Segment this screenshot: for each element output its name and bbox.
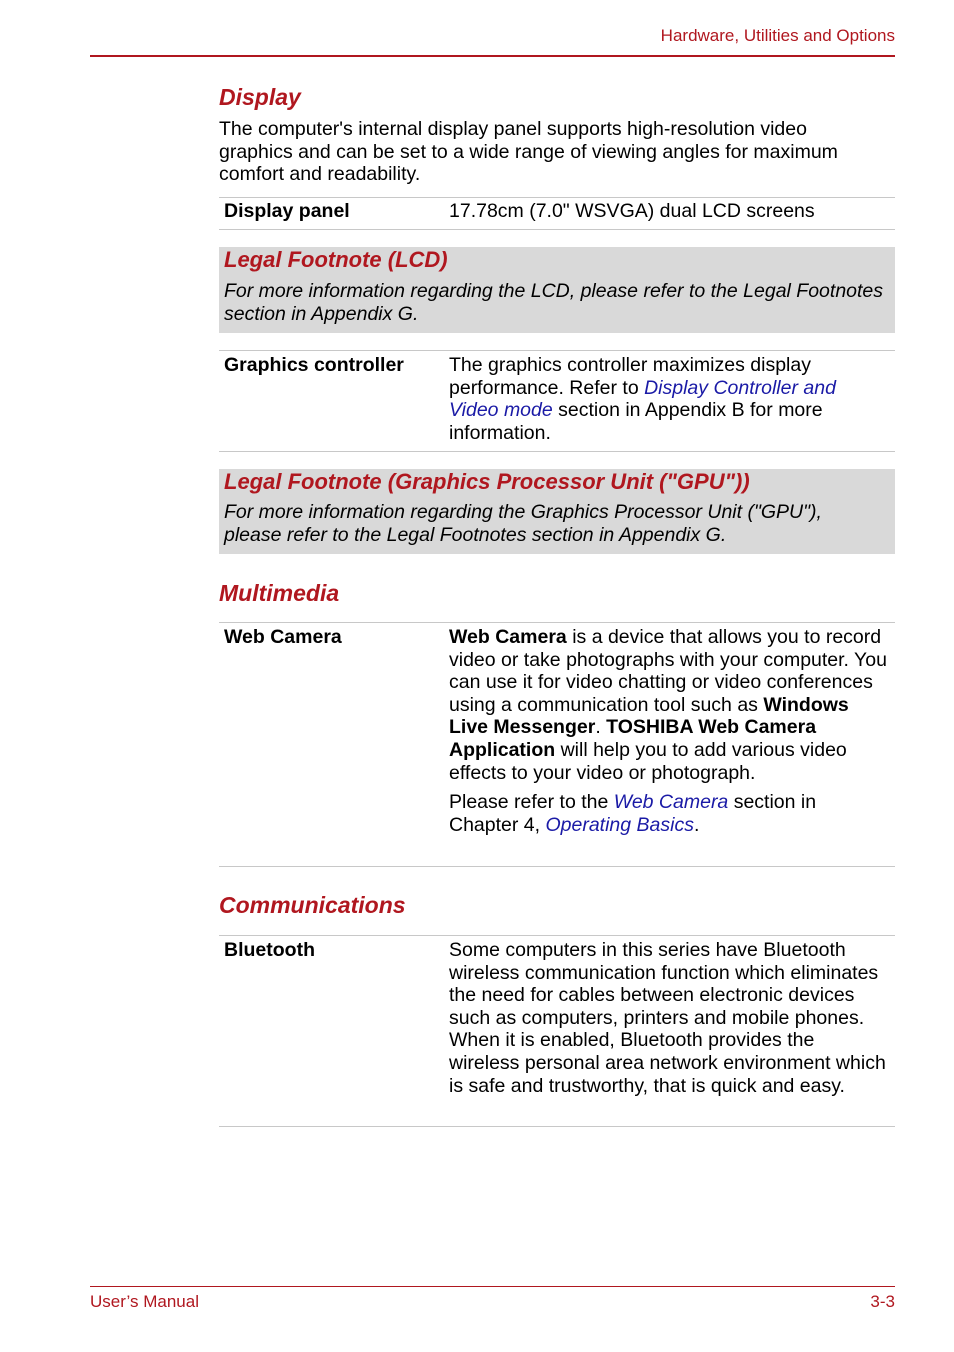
graphics-controller-row: [219, 350, 895, 452]
display-panel-label: Display panel: [224, 200, 350, 222]
lcd-footnote-body: For more information regarding the LCD, please refer to the Legal Footnotes section in Appendix G.: [224, 280, 884, 325]
page-number: 3-3: [870, 1292, 895, 1311]
page-footer: [90, 1286, 895, 1313]
header-section-title: Hardware, Utilities and Options: [660, 26, 895, 45]
cam-ref-text-2: section in Chapter 4,: [449, 791, 817, 836]
footer-manual-title: User’s Manual: [90, 1292, 199, 1311]
gc-text-2: section in Appendix B for more information.: [449, 399, 823, 444]
display-controller-link[interactable]: Display Controller and Video mode: [449, 376, 836, 422]
graphics-controller-description: [449, 354, 889, 444]
web-camera-label: Web Camera: [224, 626, 342, 648]
cam-text-2: .: [595, 716, 607, 739]
web-camera-reference: [449, 791, 889, 836]
operating-basics-link[interactable]: Operating Basics: [545, 813, 694, 836]
web-camera-link[interactable]: Web Camera: [613, 791, 729, 814]
cam-bold-2: Windows Live Messenger: [449, 693, 849, 739]
bluetooth-label: Bluetooth: [224, 939, 315, 961]
gpu-footnote-title: Legal Footnote (Graphics Processor Unit ("GPU")): [224, 469, 750, 494]
cam-text-3: will help you to add various video effects to your video or photograph.: [449, 738, 847, 784]
graphics-controller-label: Graphics controller: [224, 354, 404, 376]
cam-ref-text-1: Please refer to the: [449, 791, 614, 814]
communications-heading: Communications: [219, 892, 406, 918]
cam-ref-text-3: .: [693, 813, 700, 836]
display-heading: Display: [219, 84, 301, 110]
web-camera-row: [219, 622, 895, 867]
display-panel-row: [219, 197, 895, 230]
cam-bold-1: Web Camera: [449, 626, 567, 648]
cam-bold-3: TOSHIBA Web Camera Application: [449, 716, 817, 761]
lcd-footnote-title: Legal Footnote (LCD): [224, 247, 448, 272]
display-intro: The computer's internal display panel supports high-resolution video graphics and can be set to a wide range of viewing angles for maximum comfort and readability.: [219, 118, 838, 186]
bluetooth-row: [219, 935, 895, 1127]
gpu-footnote-body: For more information regarding the Graphics Processor Unit ("GPU"), please refer to the Legal Footnotes section in Appendix G.: [224, 501, 822, 546]
web-camera-description: [449, 626, 889, 836]
bluetooth-description: Some computers in this series have Bluetooth wireless communication function which eliminates the need for cables between electronic devices such as computers, printers and mobile phones. When it is enabled, Bluetooth provides the wireless personal area network environment which is safe and trustworthy, that is quick and easy.: [449, 939, 886, 1097]
lcd-legal-footnote: [219, 247, 895, 333]
gc-text-1: The graphics controller maximizes display performance. Refer to: [449, 354, 811, 399]
gpu-legal-footnote: [219, 469, 895, 554]
page-header: [90, 0, 895, 57]
multimedia-heading: Multimedia: [219, 580, 340, 606]
web-camera-paragraph: [449, 626, 889, 784]
cam-text-1: is a device that allows you to record video or take photographs with your computer. You can use it for video chatting or video conferences using a communication tool such as: [449, 626, 887, 716]
display-panel-value: 17.78cm (7.0" WSVGA) dual LCD screens: [449, 200, 815, 222]
